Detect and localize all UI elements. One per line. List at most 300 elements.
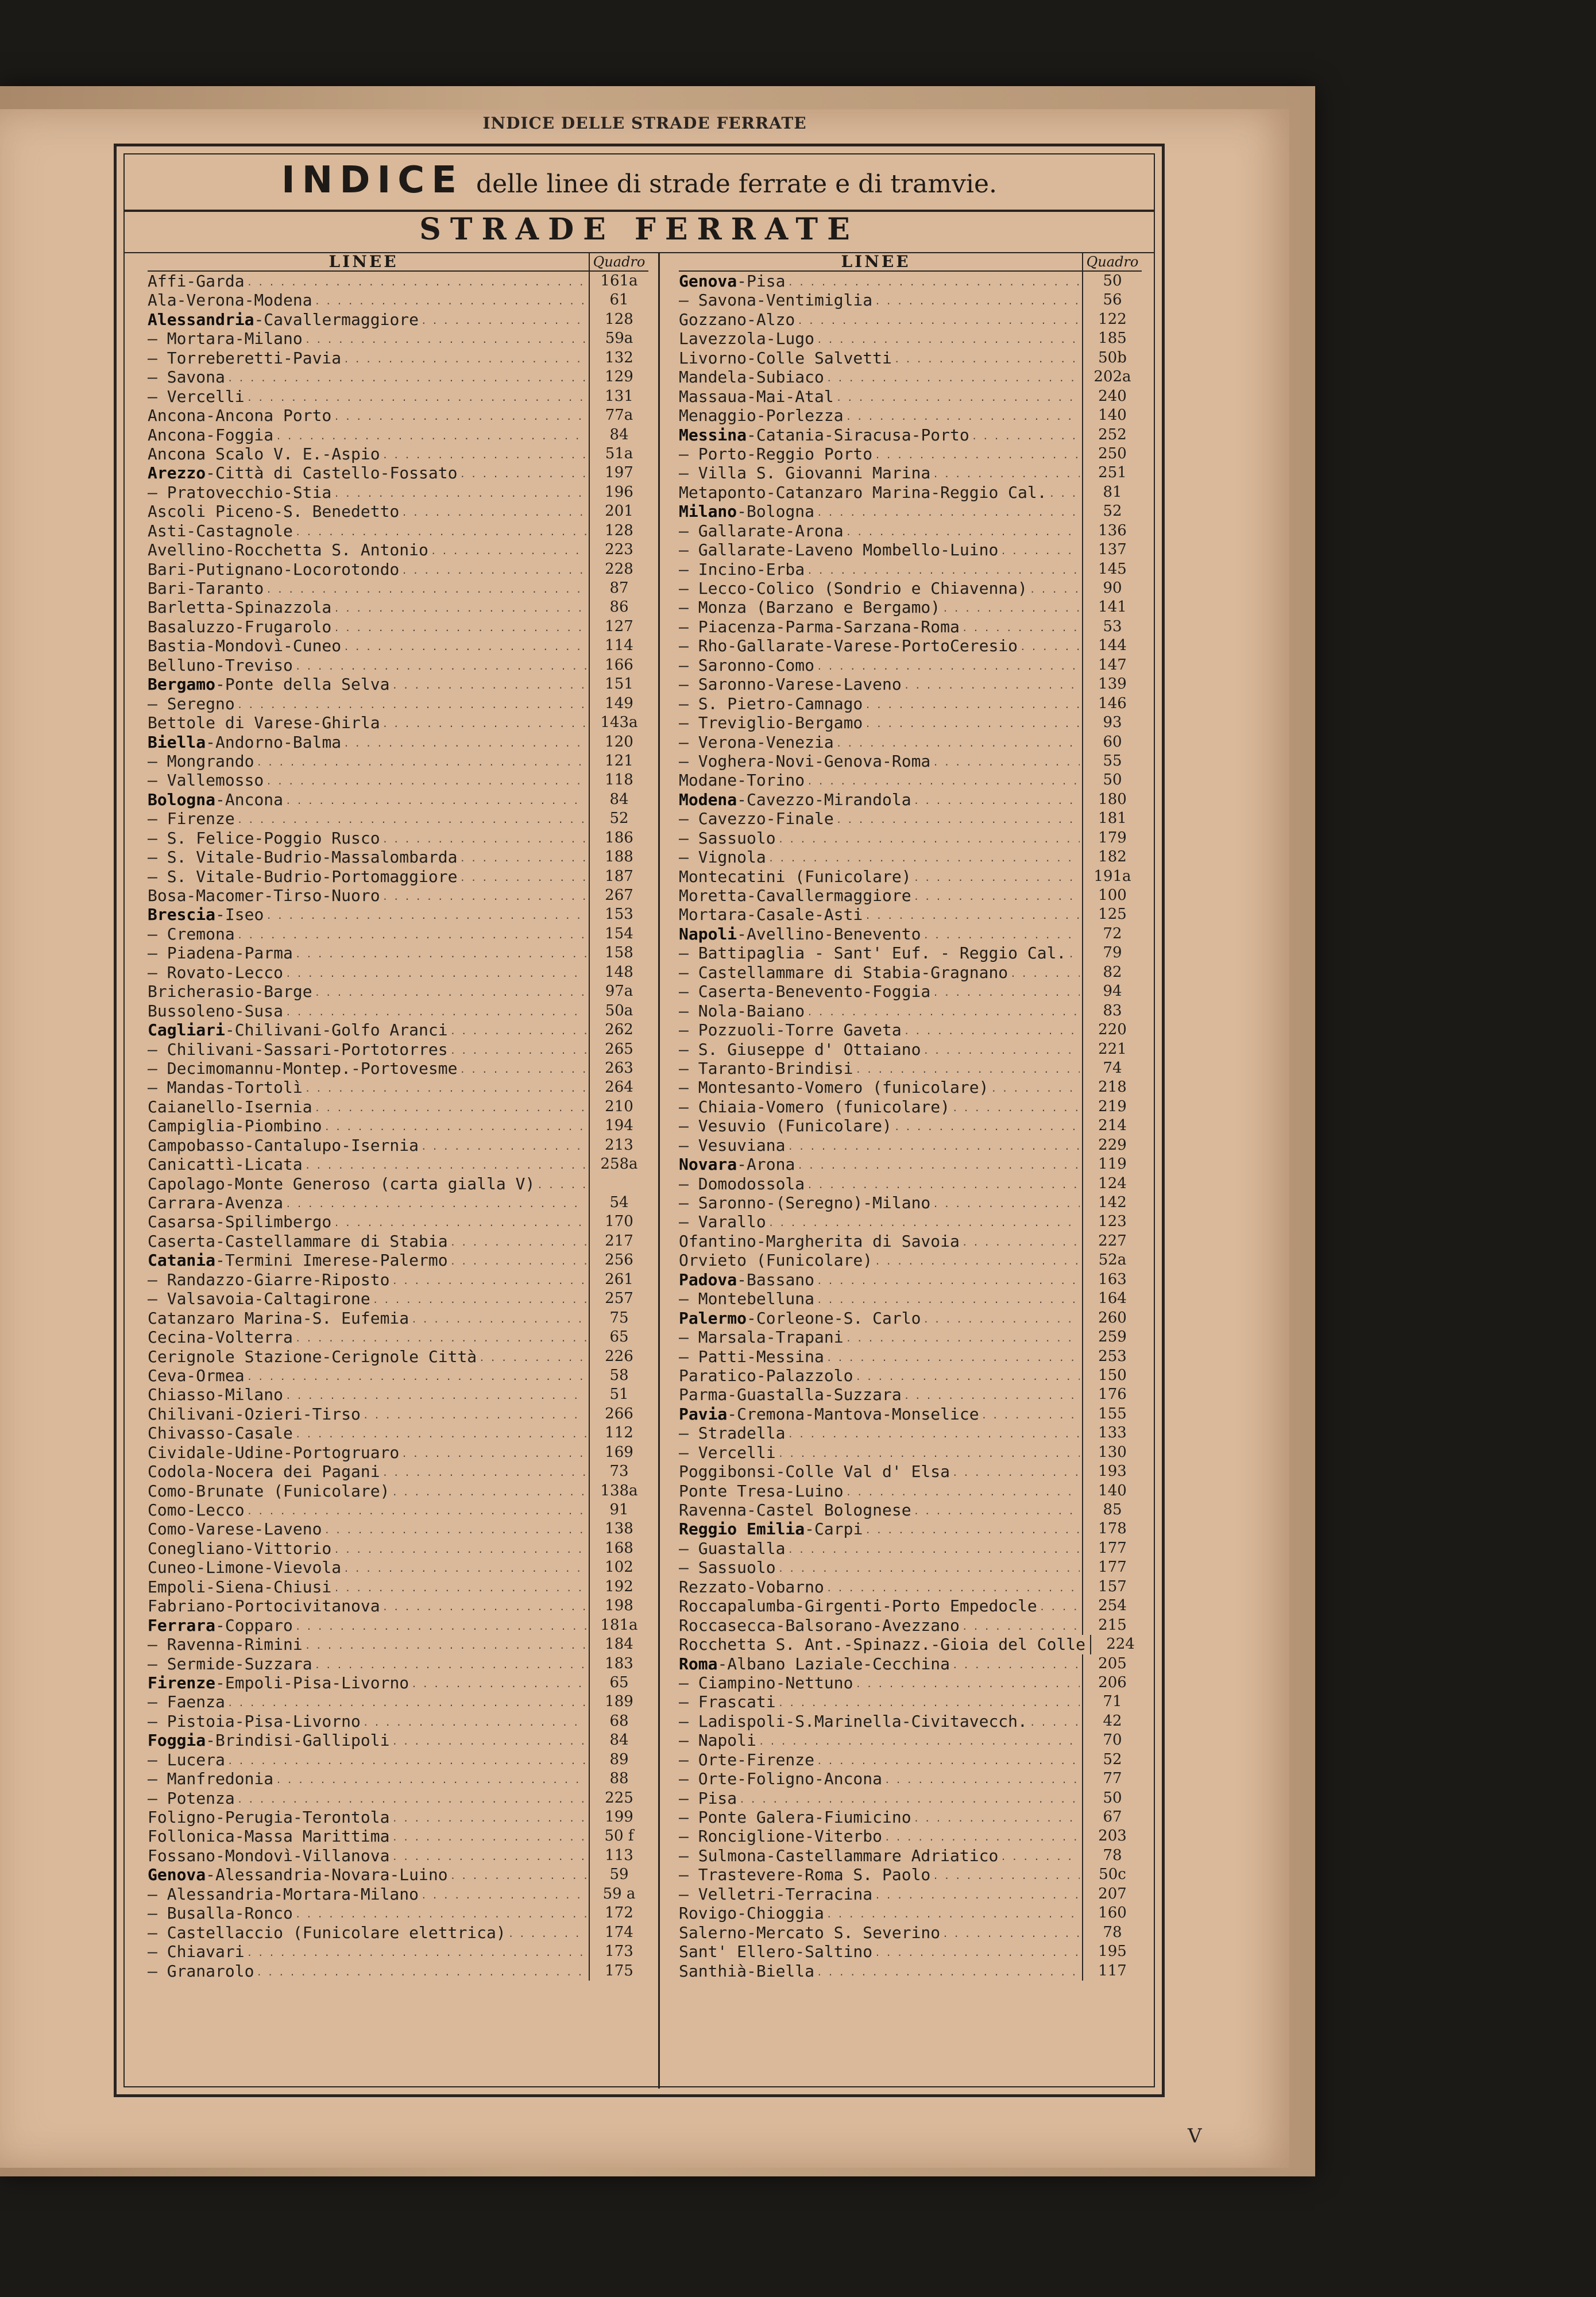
index-entry (679, 1942, 1142, 1961)
entry-route: — Varallo (679, 1212, 766, 1232)
entry-quadro-number: 170 (589, 1212, 648, 1231)
entry-quadro-number: 155 (1082, 1405, 1142, 1424)
entry-quadro-number: 186 (589, 829, 648, 848)
entry-quadro-number: 114 (589, 636, 648, 655)
entry-line-name (679, 1596, 1037, 1615)
entry-quadro-number: 102 (589, 1558, 648, 1577)
dot-leader (894, 1115, 1080, 1136)
index-entry (679, 1155, 1142, 1174)
index-entry (148, 1385, 648, 1404)
dot-leader (1000, 539, 1080, 560)
dot-leader (392, 1480, 586, 1502)
entry-route: -Ponte della Selva (215, 675, 390, 694)
entry-route: -Empoli-Pisa-Livorno (215, 1673, 409, 1692)
index-entry (148, 1040, 648, 1059)
dot-leader (739, 1788, 1080, 1809)
entry-quadro-number: 213 (589, 1136, 648, 1155)
entry-route: -Iseo (215, 905, 264, 925)
entry-quadro-number: 194 (589, 1116, 648, 1135)
dot-leader (459, 1058, 586, 1079)
entry-quadro-number: 220 (1082, 1020, 1142, 1039)
dot-leader (807, 559, 1080, 580)
entry-quadro-number: 189 (589, 1692, 648, 1711)
index-entry (679, 1059, 1142, 1078)
entry-hub-city: Biella (148, 732, 206, 752)
index-entry (148, 579, 648, 598)
dot-leader (315, 1653, 586, 1675)
dot-leader (315, 289, 586, 311)
entry-route: Bari-Taranto (148, 579, 264, 598)
entry-quadro-number: 125 (1082, 905, 1142, 924)
dot-leader (778, 1557, 1080, 1578)
entry-line-name (679, 1635, 1085, 1654)
entry-route: -Arona (737, 1155, 795, 1174)
dot-leader (459, 462, 586, 484)
dot-leader (759, 1730, 1080, 1751)
entry-route: -Corleone-S. Carlo (747, 1308, 921, 1328)
index-entry (679, 1558, 1142, 1577)
index-entry (148, 1443, 648, 1462)
index-entry (148, 1577, 648, 1596)
dot-leader (324, 1518, 586, 1540)
dot-leader (981, 1403, 1080, 1425)
entry-quadro-number: 181 (1082, 809, 1142, 828)
entry-route: Caianello-Isernia (148, 1097, 312, 1116)
entry-line-name (679, 1808, 911, 1827)
entry-route: — Castellaccio (Funicolare elettrica) (148, 1923, 506, 1942)
entry-line-name (679, 1846, 998, 1865)
entry-line-name (148, 310, 419, 329)
index-entry (679, 1232, 1142, 1251)
index-entry (148, 1808, 648, 1827)
entry-route: — Valsavoia-Caltagirone (148, 1289, 370, 1309)
entry-route: Casarsa-Spilimbergo (148, 1212, 332, 1232)
index-entry (679, 1750, 1142, 1769)
entry-hub-city: Foggia (148, 1731, 206, 1750)
index-entry (148, 426, 648, 444)
entry-line-name (679, 1827, 882, 1846)
entry-line-name (148, 426, 273, 444)
entry-route: — Vesuvio (Funicolare) (679, 1116, 892, 1136)
index-entry (148, 521, 648, 540)
entry-route: Fossano-Mondovì-Villanova (148, 1846, 390, 1865)
dot-leader (884, 1826, 1080, 1847)
dot-leader (914, 866, 1080, 887)
dot-leader (894, 347, 1080, 369)
index-entry (148, 1865, 648, 1884)
index-entry (679, 1443, 1142, 1462)
entry-quadro-number: 174 (589, 1923, 648, 1942)
dot-leader (285, 789, 586, 810)
entry-quadro-number: 187 (589, 867, 648, 886)
entry-line-name (148, 848, 457, 867)
index-entry (148, 560, 648, 579)
entry-route: -Termini Imerese-Palermo (215, 1251, 448, 1270)
dot-leader (324, 1115, 586, 1136)
entry-quadro-number: 229 (1082, 1136, 1142, 1155)
dot-leader (305, 1634, 586, 1655)
dot-leader (401, 559, 586, 580)
entry-quadro-number: 82 (1082, 963, 1142, 982)
index-entry (148, 1885, 648, 1904)
entry-line-name (148, 656, 293, 675)
entry-quadro-number: 146 (1082, 694, 1142, 713)
dot-leader (904, 1384, 1080, 1405)
index-entry (148, 272, 648, 291)
dot-leader (962, 616, 1080, 637)
entry-quadro-number: 210 (589, 1097, 648, 1116)
entry-route: — Rovato-Lecco (148, 962, 284, 982)
dot-leader (227, 1749, 586, 1770)
entry-line-name (148, 675, 389, 694)
dot-leader (768, 846, 1080, 868)
entry-quadro-number: 250 (1082, 444, 1142, 463)
index-entry (679, 1808, 1142, 1827)
entry-quadro-number: 240 (1082, 387, 1142, 406)
index-entry (148, 1155, 648, 1174)
dot-leader (382, 1461, 586, 1482)
index-entry (148, 1616, 648, 1635)
index-entry (679, 1116, 1142, 1135)
entry-route: Ala-Verona-Modena (148, 291, 312, 310)
dot-leader (846, 1327, 1080, 1348)
entry-line-name (148, 809, 235, 828)
entry-hub-city: Palermo (679, 1308, 747, 1328)
entry-line-name (679, 1328, 844, 1347)
entry-line-name (679, 1385, 902, 1404)
dot-leader (817, 501, 1080, 522)
index-entry (148, 1232, 648, 1251)
entry-route: — Orte-Foligno-Ancona (679, 1769, 883, 1789)
entry-route: Moretta-Cavallermaggiore (679, 886, 911, 905)
entry-route: Bastia-Mondovì-Cuneo (148, 636, 342, 656)
entry-quadro-number: 90 (1082, 579, 1142, 598)
dot-leader (933, 1192, 1080, 1213)
section-title: STRADE FERRATE (419, 212, 859, 247)
dot-leader (855, 1365, 1080, 1386)
dot-leader (817, 1288, 1080, 1309)
entry-route: — Ponte Galera-Fiumicino (679, 1808, 911, 1827)
entry-line-name (679, 733, 834, 752)
index-entry (679, 1923, 1142, 1942)
entry-route: Chivasso-Casale (148, 1424, 293, 1443)
dot-leader (392, 674, 586, 695)
dot-leader (315, 981, 586, 1002)
entry-line-name (679, 713, 863, 732)
index-title-main: INDICE (281, 159, 463, 202)
entry-line-name (148, 1366, 245, 1385)
entry-line-name (148, 1519, 322, 1538)
dot-leader (334, 405, 586, 426)
entry-quadro-number: 203 (1082, 1827, 1142, 1846)
entry-route: Ravenna-Castel Bolognese (679, 1501, 911, 1519)
dot-leader (817, 328, 1080, 349)
index-entry (679, 1193, 1142, 1212)
entry-line-name (148, 617, 331, 636)
entry-line-name (679, 982, 930, 1001)
index-entry (679, 1904, 1142, 1923)
entry-line-name (679, 656, 814, 675)
index-entry (679, 1424, 1142, 1443)
entry-route: — Mortara-Milano (148, 329, 303, 349)
entry-line-name (148, 1385, 283, 1404)
entry-line-name (148, 886, 380, 905)
entry-quadro-number: 181a (589, 1616, 648, 1635)
index-entry (148, 463, 648, 482)
dot-leader (836, 386, 1080, 407)
entry-route: Bettole di Varese-Ghirla (148, 713, 380, 733)
entry-quadro-number: 264 (589, 1078, 648, 1097)
dot-leader (450, 1250, 586, 1271)
entry-line-name (679, 943, 1066, 962)
index-entry (148, 925, 648, 943)
index-entry (679, 636, 1142, 655)
entry-quadro-number: 164 (1082, 1289, 1142, 1308)
entry-route: Parma-Guastalla-Suzzara (679, 1385, 902, 1405)
entry-route: Cividale-Udine-Portogruaro (148, 1443, 400, 1462)
dot-leader (247, 1499, 586, 1521)
entry-quadro-number: 256 (589, 1251, 648, 1270)
index-entry (679, 752, 1142, 771)
index-entry (148, 886, 648, 905)
left-header-lines: LINEE (329, 252, 399, 271)
index-entry (679, 867, 1142, 886)
entry-line-name (148, 1309, 409, 1328)
dot-leader (227, 1691, 586, 1712)
entry-line-name (148, 771, 264, 790)
entry-quadro-number: 227 (1082, 1232, 1142, 1251)
entry-quadro-number: 120 (589, 733, 648, 752)
index-entry (148, 444, 648, 463)
entry-line-name (679, 1366, 853, 1385)
entry-quadro-number: 180 (1082, 790, 1142, 809)
entry-route: — Sermide-Suzzara (148, 1654, 312, 1673)
entry-hub-city: Arezzo (148, 463, 206, 483)
entry-quadro-number: 89 (589, 1750, 648, 1769)
entry-line-name (679, 1097, 950, 1116)
dot-leader (846, 520, 1080, 542)
dot-leader (846, 1480, 1080, 1502)
entry-quadro-number: 58 (589, 1366, 648, 1385)
index-entry (148, 829, 648, 848)
entry-route: — Decimomannu-Montep.-Portovesme (148, 1058, 458, 1078)
dot-leader (392, 1826, 586, 1847)
entry-route: — Sassuolo (679, 1558, 776, 1577)
entry-route: Conegliano-Vittorio (148, 1538, 332, 1558)
index-entry (679, 387, 1142, 406)
entry-line-name (679, 1962, 814, 1981)
entry-quadro-number: 207 (1082, 1885, 1142, 1904)
entry-line-name (679, 387, 834, 406)
index-entry (148, 368, 648, 386)
index-entry (148, 733, 648, 752)
dot-leader (295, 1902, 586, 1924)
index-entry (148, 867, 648, 886)
dot-leader (401, 501, 586, 522)
entry-quadro-number: 191a (1082, 867, 1142, 886)
entry-route: — Stradella (679, 1424, 786, 1443)
index-entry (679, 713, 1142, 732)
index-entry (148, 1712, 648, 1731)
entry-quadro-number: 121 (589, 752, 648, 771)
entry-route: — Busalla-Ronco (148, 1904, 293, 1923)
entry-route: — Guastalla (679, 1538, 786, 1558)
entry-line-name (679, 1059, 853, 1078)
index-entry (679, 1635, 1142, 1654)
entry-line-name (148, 752, 254, 771)
right-header-quadro: Quadro (1082, 253, 1142, 270)
entry-quadro-number: 84 (589, 790, 648, 809)
entry-quadro-number: 193 (1082, 1462, 1142, 1481)
entry-route: — Sulmona-Castellammare Adriatico (679, 1846, 999, 1865)
entry-line-name (679, 694, 863, 713)
entry-quadro-number: 147 (1082, 656, 1142, 675)
index-entry (679, 1001, 1142, 1020)
entry-route: — Ronciglione-Viterbo (679, 1827, 883, 1846)
index-entry (148, 1769, 648, 1788)
entry-quadro-number: 74 (1082, 1059, 1142, 1078)
entry-line-name (679, 1501, 911, 1519)
entry-route: Avellino-Rocchetta S. Antonio (148, 540, 428, 560)
index-entry (148, 809, 648, 828)
entry-hub-city: Novara (679, 1155, 737, 1174)
entry-line-name (148, 1462, 380, 1481)
dot-leader (952, 1461, 1080, 1482)
left-column-header (148, 253, 648, 272)
entry-line-name (148, 867, 457, 886)
index-entry (148, 1462, 648, 1481)
index-entry (148, 694, 648, 713)
entry-route: — Lecco-Colico (Sondrio e Chiavenna) (679, 579, 1027, 598)
entry-quadro-number: 124 (1082, 1174, 1142, 1193)
entry-line-name (148, 1020, 448, 1039)
index-entry (148, 1942, 648, 1961)
index-entry (679, 1731, 1142, 1750)
entry-line-name (148, 1212, 331, 1231)
entry-route: — S. Vitale-Budrio-Massalombarda (148, 848, 458, 867)
index-entry (148, 1136, 648, 1155)
index-entry (679, 1827, 1142, 1846)
entry-line-name (679, 1692, 776, 1711)
entry-quadro-number: 132 (589, 349, 648, 368)
entry-route: Foligno-Perugia-Terontola (148, 1808, 390, 1827)
entry-line-name (148, 963, 283, 982)
entry-line-name (148, 387, 245, 406)
dot-leader (865, 904, 1080, 925)
entry-route: Rezzato-Vobarno (679, 1577, 824, 1596)
dot-leader (247, 270, 586, 292)
index-entry (679, 733, 1142, 752)
dot-leader (778, 1691, 1080, 1712)
index-entry (148, 291, 648, 310)
dot-leader (343, 732, 586, 753)
entry-line-name (148, 733, 341, 752)
index-entry (679, 463, 1142, 482)
index-entry (148, 1846, 648, 1865)
index-entry (679, 1673, 1142, 1692)
index-entry (679, 1174, 1142, 1193)
entry-line-name (679, 1673, 853, 1692)
index-entry (148, 943, 648, 962)
entry-quadro-number: 201 (589, 502, 648, 521)
dot-leader (797, 309, 1080, 330)
entry-route: Como-Varese-Laveno (148, 1519, 322, 1539)
entry-quadro-number: 166 (589, 656, 648, 675)
entry-route: Barletta-Spinazzola (148, 598, 332, 617)
dot-leader (855, 1672, 1080, 1693)
dot-leader (817, 1749, 1080, 1770)
entry-line-name (679, 1942, 872, 1961)
entry-route: -Cavallermaggiore (254, 310, 419, 329)
entry-route: Poggibonsi-Colle Val d' Elsa (679, 1462, 950, 1482)
entry-quadro-number: 42 (1082, 1712, 1142, 1731)
index-entry (679, 483, 1142, 502)
entry-quadro-number: 59 (589, 1865, 648, 1884)
entry-line-name (148, 1193, 283, 1212)
entry-route: Roccasecca-Balsorano-Avezzano (679, 1615, 960, 1635)
index-entry (679, 1596, 1142, 1615)
entry-line-name (148, 1673, 409, 1692)
index-entry (148, 540, 648, 559)
dot-leader (256, 751, 586, 772)
dot-leader (343, 347, 586, 369)
entry-route: — Potenza (148, 1788, 235, 1808)
dot-leader (787, 1135, 1080, 1156)
entry-quadro-number: 83 (1082, 1001, 1142, 1020)
index-entry (148, 1827, 648, 1846)
entry-line-name (148, 444, 380, 463)
entry-route: Codola-Nocera dei Pagani (148, 1462, 380, 1482)
entry-quadro-number: 251 (1082, 463, 1142, 482)
entry-route: — Granarolo (148, 1961, 254, 1981)
dot-leader (266, 904, 586, 925)
entry-route: Como-Brunate (Funicolare) (148, 1481, 390, 1501)
index-entry (148, 1251, 648, 1270)
entry-line-name (148, 1136, 419, 1155)
dot-leader (315, 1096, 586, 1117)
entry-quadro-number: 59a (589, 329, 648, 348)
entry-route: — Montebelluna (679, 1289, 815, 1309)
entry-line-name (148, 1347, 477, 1366)
dot-leader (972, 424, 1080, 446)
entry-line-name (679, 1424, 785, 1443)
entry-hub-city: Firenze (148, 1673, 216, 1692)
right-entries (679, 272, 1142, 1981)
index-entry (679, 598, 1142, 617)
dot-leader (923, 1039, 1080, 1060)
entry-line-name (148, 272, 245, 291)
entry-line-name (148, 1482, 389, 1501)
dot-leader (295, 942, 586, 964)
entry-line-name (679, 1193, 930, 1212)
dot-leader (450, 1231, 586, 1252)
index-entry (148, 848, 648, 867)
index-entry (679, 656, 1142, 675)
entry-quadro-number: 84 (589, 1731, 648, 1750)
entry-line-name (679, 310, 795, 329)
entry-route: -Bassano (737, 1270, 815, 1289)
entry-line-name (679, 1750, 814, 1769)
entry-route: Ceva-Ormea (148, 1366, 245, 1385)
dot-leader (962, 1615, 1080, 1636)
entry-line-name (148, 291, 312, 310)
entry-quadro-number: 163 (1082, 1270, 1142, 1289)
entry-route: Lavezzola-Lugo (679, 329, 815, 349)
entry-quadro-number: 118 (589, 771, 648, 790)
dot-leader (817, 655, 1080, 676)
dot-leader (227, 366, 586, 388)
entry-line-name (148, 1040, 448, 1059)
